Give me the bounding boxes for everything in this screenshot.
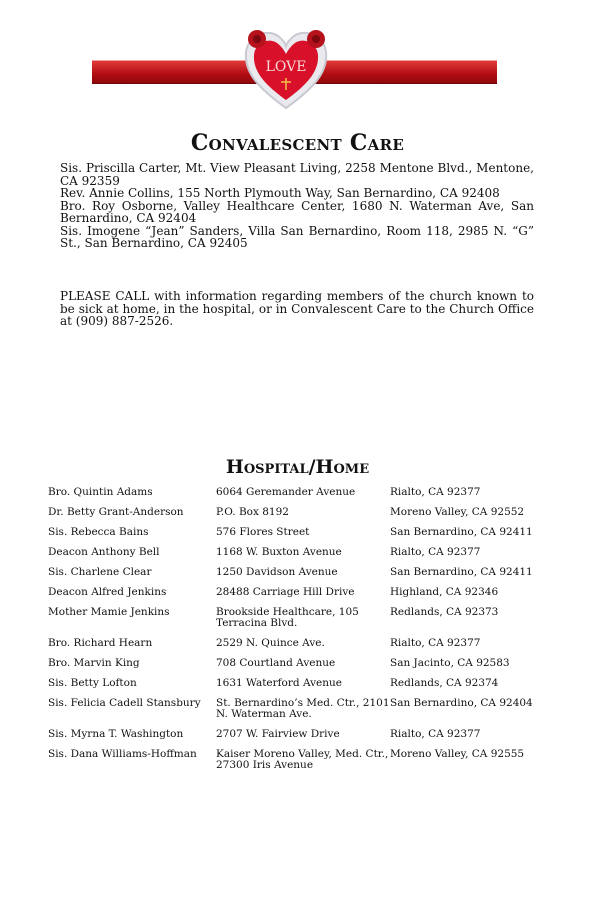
member-name: Sis. Rebecca Bains xyxy=(48,526,149,538)
list-item xyxy=(48,698,568,720)
member-city: Moreno Valley, CA 92552 xyxy=(390,506,525,518)
list-item xyxy=(48,638,568,649)
call-notice: PLEASE CALL with information regarding members of the church known to be sick at home, in the hospital, or in Convalescent Care to the Church Office at (909) 887-2526. xyxy=(60,289,534,328)
member-name: Mother Mamie Jenkins xyxy=(48,606,170,618)
member-city: Rialto, CA 92377 xyxy=(390,486,481,498)
member-address: 1250 Davidson Avenue xyxy=(216,566,338,578)
list-item xyxy=(48,527,568,538)
member-name: Bro. Marvin King xyxy=(48,657,140,669)
list-item xyxy=(48,607,568,629)
convalescent-entry: Sis. Priscilla Carter, Mt. View Pleasant Living, 2258 Mentone Blvd., Mentone, CA 92359 xyxy=(60,161,534,188)
list-item xyxy=(48,658,568,669)
heart-logo xyxy=(240,26,332,112)
member-name: Sis. Myrna T. Washington xyxy=(48,728,184,740)
member-address: 1168 W. Buxton Avenue xyxy=(216,546,342,558)
member-address: Kaiser Moreno Valley, Med. Ctr., 27300 Iris Avenue xyxy=(216,748,389,771)
member-city: Redlands, CA 92373 xyxy=(390,606,499,618)
member-city: Highland, CA 92346 xyxy=(390,586,499,598)
list-item xyxy=(48,547,568,558)
member-city: San Jacinto, CA 92583 xyxy=(390,657,510,669)
member-address: St. Bernardino’s Med. Ctr., 2101 N. Waterman Ave. xyxy=(216,697,390,720)
member-address: P.O. Box 8192 xyxy=(216,506,289,518)
member-name: Sis. Betty Lofton xyxy=(48,677,137,689)
member-name: Dr. Betty Grant-Anderson xyxy=(48,506,184,518)
member-city: San Bernardino, CA 92404 xyxy=(390,697,533,709)
member-name: Bro. Richard Hearn xyxy=(48,637,153,649)
member-city: Rialto, CA 92377 xyxy=(390,728,481,740)
member-name: Deacon Alfred Jenkins xyxy=(48,586,167,598)
list-item xyxy=(48,678,568,689)
member-name: Sis. Dana Williams-Hoffman xyxy=(48,748,197,760)
heart-text: LOVE xyxy=(265,59,307,75)
member-address: 28488 Carriage Hill Drive xyxy=(216,586,355,598)
member-address: 6064 Geremander Avenue xyxy=(216,486,356,498)
list-item xyxy=(48,507,568,518)
member-city: Moreno Valley, CA 92555 xyxy=(390,748,525,760)
member-address: Brookside Healthcare, 105 Terracina Blvd. xyxy=(216,606,359,629)
heart-icon xyxy=(240,26,332,112)
member-city: San Bernardino, CA 92411 xyxy=(390,526,533,538)
convalescent-entry: Rev. Annie Collins, 155 North Plymouth Way, San Bernardino, CA 92408 xyxy=(60,186,500,200)
member-city: San Bernardino, CA 92411 xyxy=(390,566,533,578)
convalescent-entry: Bro. Roy Osborne, Valley Healthcare Center, 1680 N. Waterman Ave, San Bernardino, CA 92404 xyxy=(60,198,534,225)
list-item xyxy=(48,587,568,598)
member-address: 708 Courtland Avenue xyxy=(216,657,336,669)
member-address: 576 Flores Street xyxy=(216,526,310,538)
convalescent-title: Convalescent Care xyxy=(190,130,405,156)
member-city: Redlands, CA 92374 xyxy=(390,677,499,689)
member-address: 1631 Waterford Avenue xyxy=(216,677,342,689)
hospital-title: Hospital/Home xyxy=(225,456,370,478)
list-item xyxy=(48,567,568,578)
member-name: Deacon Anthony Bell xyxy=(48,546,160,558)
hospital-list xyxy=(48,487,568,780)
member-name: Sis. Charlene Clear xyxy=(48,566,152,578)
member-name: Sis. Felicia Cadell Stansbury xyxy=(48,697,201,709)
list-item xyxy=(48,487,568,498)
member-city: Rialto, CA 92377 xyxy=(390,546,481,558)
list-item xyxy=(48,749,568,771)
member-name: Bro. Quintin Adams xyxy=(48,486,153,498)
convalescent-list xyxy=(60,162,534,250)
member-address: 2707 W. Fairview Drive xyxy=(216,728,340,740)
list-item xyxy=(48,729,568,740)
member-city: Rialto, CA 92377 xyxy=(390,637,481,649)
member-address: 2529 N. Quince Ave. xyxy=(216,637,325,649)
convalescent-entry: Sis. Imogene “Jean” Sanders, Villa San Bernardino, Room 118, 2985 N. “G” St., San Bernardino, CA 92405 xyxy=(60,223,534,250)
